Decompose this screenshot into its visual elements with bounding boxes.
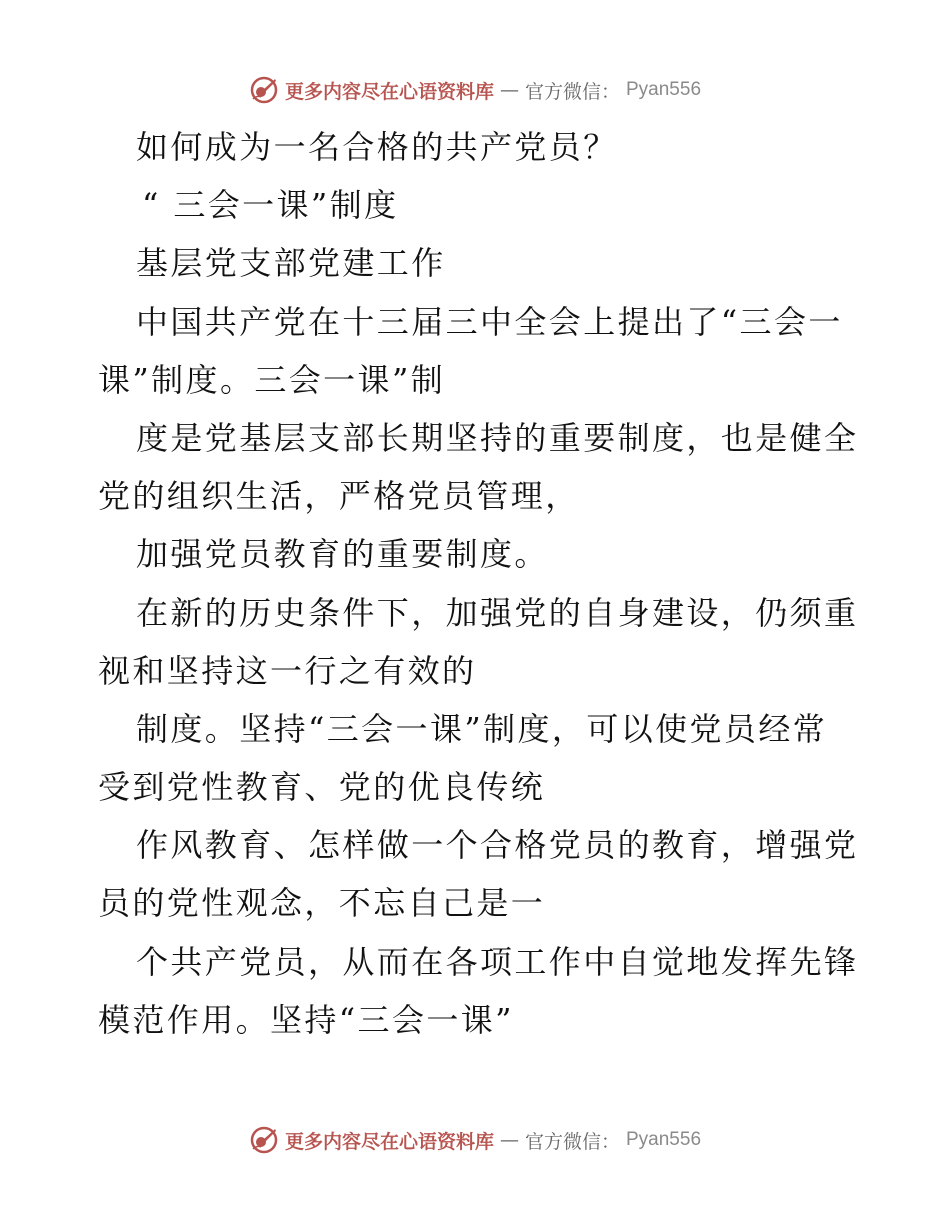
header-wechat-id: Pyan556 [626, 79, 702, 100]
paragraph-line: 员的党性观念，不忘自己是一 [98, 884, 546, 923]
paragraph-line: 个共产党员，从而在各项工作中自觉地发挥先锋 [136, 942, 859, 981]
footer-wechat-id: Pyan556 [626, 1129, 702, 1150]
paragraph-line: 作风教育、怎样做一个合格党员的教育，增强党 [136, 826, 859, 865]
paragraph-line: 党的组织生活，严格党员管理， [98, 477, 580, 516]
document-title: 如何成为一名合格的共产党员？ [136, 128, 618, 166]
footer-wechat-label: 官方微信： [524, 1130, 620, 1153]
document-heading: 基层党支部党建工作 [136, 244, 446, 283]
footer-promo-text: 更多内容尽在心语资料库 [284, 1130, 494, 1153]
paragraph-line: 制度。坚持“三会一课”制度，可以使党员经常 [136, 709, 828, 748]
paragraph-line: 在新的历史条件下，加强党的自身建设，仍须重 [136, 593, 859, 632]
paragraph-line: 加强党员教育的重要制度。 [136, 535, 549, 574]
document-body [98, 118, 858, 1049]
document-subtitle: “ 三会一课”制度 [142, 186, 399, 225]
paragraph-line: 度是党基层支部长期坚持的重要制度，也是健全 [136, 418, 859, 457]
quill-ink-logo-icon [249, 75, 279, 105]
paragraph-line: 受到党性教育、党的优良传统 [98, 768, 546, 807]
header-promo-text: 更多内容尽在心语资料库 [284, 80, 494, 103]
paragraph-line: 模范作用。坚持“三会一课” [98, 1000, 514, 1039]
header-wechat-label: 官方微信： [524, 80, 620, 103]
footer-dash: — [499, 1129, 519, 1151]
header-banner [0, 70, 950, 110]
header-dash: — [499, 79, 519, 101]
paragraph-line: 中国共产党在十三届三中全会上提出了“三会一 [136, 302, 843, 341]
paragraph-line: 视和坚持这一行之有效的 [98, 651, 477, 690]
footer-banner [0, 1120, 950, 1160]
paragraph-line: 课”制度。三会一课”制 [98, 360, 446, 399]
quill-ink-logo-icon [249, 1125, 279, 1155]
